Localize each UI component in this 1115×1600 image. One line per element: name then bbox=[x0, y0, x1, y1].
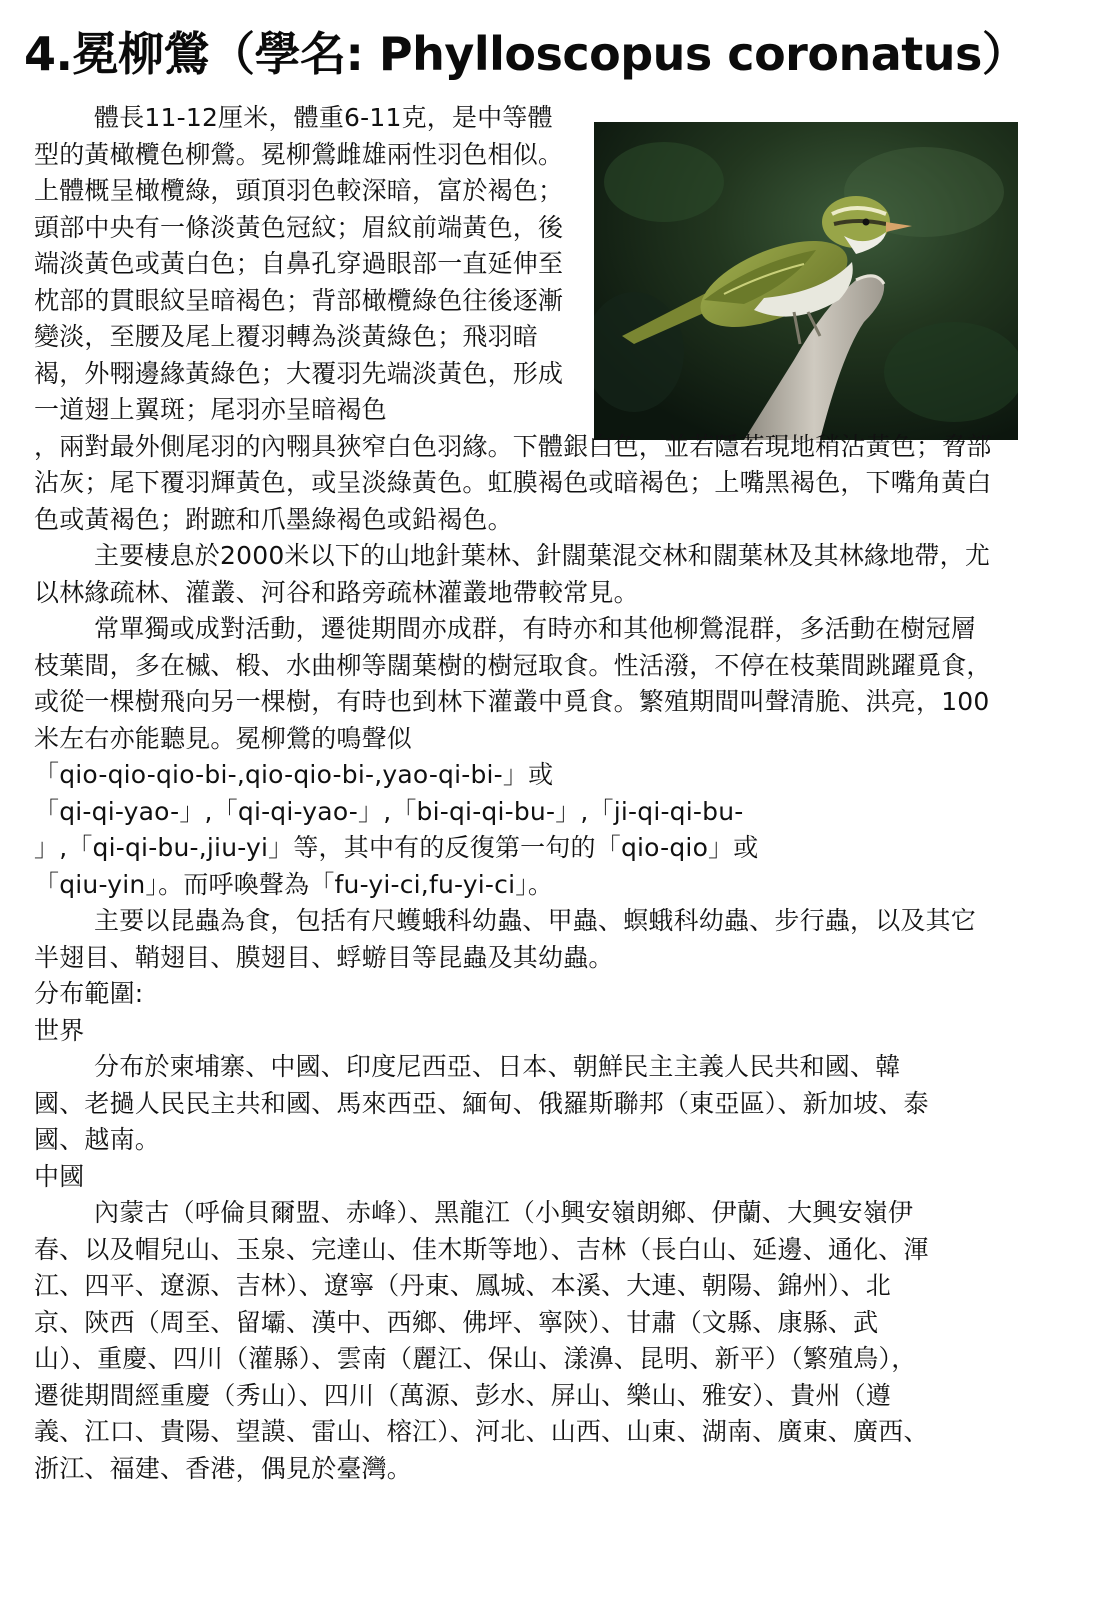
page-title: 4.冕柳鶯（學名: Phylloscopus coronatus） bbox=[24, 27, 1028, 81]
distribution-heading: 分布範圍: bbox=[34, 979, 144, 1008]
article-body bbox=[34, 100, 999, 1487]
intro-paragraph: 體長11-12厘米，體重6-11克，是中等體型的黃橄欖色柳鶯。冕柳鶯雌雄兩性羽色相似。上體概呈橄欖綠，頭頂羽色較深暗，富於褐色；頭部中央有一條淡黃色冠紋；眉紋前端黃色，後端淡黃色或黃白色；自鼻孔穿過眼部一直延伸至枕部的貫眼紋呈暗褐色；背部橄欖綠色往後逐漸變淡，至腰及尾上覆羽轉為淡黃綠色；飛羽暗褐，外翈邊緣黃綠色；大覆羽先端淡黃色，形成一道翅上翼斑；尾羽亦呈暗褐色 bbox=[34, 103, 564, 424]
behavior-paragraph: 常單獨或成對活動，遷徙期間亦成群，有時亦和其他柳鶯混群，多活動在樹冠層枝葉間，多在槭、椴、水曲柳等闊葉樹的樹冠取食。性活潑，不停在枝葉間跳躍覓食，或從一棵樹飛向另一棵樹，有時也到林下灌叢中覓食。繁殖期間叫聲清脆、洪亮，100米左右亦能聽見。冕柳鶯的鳴聲似 bbox=[34, 614, 992, 753]
china-distribution-paragraph: 內蒙古（呼倫貝爾盟、赤峰）、黑龍江（小興安嶺朗鄉、伊蘭、大興安嶺伊春、以及帽兒山、玉泉、完達山、佳木斯等地）、吉林（長白山、延邊、通化、渾江、四平、遼源、吉林）、遼寧（丹東、鳳城、本溪、大連、朝陽、錦州）、北京、陝西（周至、留壩、漢中、西鄉、佛坪、寧陝）、甘肅（文縣、康縣、武山）、重慶、四川（灌縣）、雲南（麗江、保山、漾濞、昆明、新平）（繁殖鳥），遷徙期間經重慶（秀山）、四川（萬源、彭水、屏山、樂山、雅安）、貴州（遵義、江口、貴陽、望謨、雷山、榕江）、河北、山西、山東、湖南、廣東、廣西、浙江、福建、香港，偶見於臺灣。 bbox=[34, 1198, 929, 1483]
world-heading: 世界 bbox=[34, 1015, 85, 1045]
world-distribution-paragraph: 分布於柬埔寨、中國、印度尼西亞、日本、朝鮮民主主義人民共和國、韓國、老撾人民民主共和國、馬來西亞、緬甸、俄羅斯聯邦（東亞區）、新加坡、泰國、越南。 bbox=[34, 1052, 929, 1154]
habitat-paragraph: 主要棲息於2000米以下的山地針葉林、針闊葉混交林和闊葉林及其林緣地帶，尤以林緣疏林、灌叢、河谷和路旁疏林灌叢地帶較常見。 bbox=[34, 541, 991, 607]
china-heading: 中國 bbox=[34, 1161, 85, 1191]
diet-paragraph: 主要以昆蟲為食，包括有尺蠖蛾科幼蟲、甲蟲、螟蛾科幼蟲、步行蟲，以及其它半翅目、鞘翅目、膜翅目、蜉蝣目等昆蟲及其幼蟲。 bbox=[34, 906, 977, 972]
song-line-1: 「qio-qio-qio-bi-,qio-qio-bi-,yao-qi-bi-」或 bbox=[34, 760, 554, 789]
song-line-3: 」,「qi-qi-bu-,jiu-yi」等，其中有的反復第一句的「qio-qio」或 bbox=[34, 833, 759, 862]
song-line-4: 「qiu-yin」。而呼喚聲為「fu-yi-ci,fu-yi-ci」。 bbox=[34, 869, 554, 899]
song-line-2: 「qi-qi-yao-」,「qi-qi-yao-」,「bi-qi-qi-bu-」,「ji-qi-qi-bu- bbox=[34, 796, 744, 826]
intro-paragraph-continued: ，兩對最外側尾羽的內翈具狹窄白色羽緣。下體銀白色，並若隱若現地稍沾黃色；脅部沾灰；尾下覆羽輝黃色，或呈淡綠黃色。虹膜褐色或暗褐色；上嘴黑褐色，下嘴角黃白色或黃褐色；跗蹠和爪墨綠褐色或鉛褐色。 bbox=[34, 431, 992, 534]
